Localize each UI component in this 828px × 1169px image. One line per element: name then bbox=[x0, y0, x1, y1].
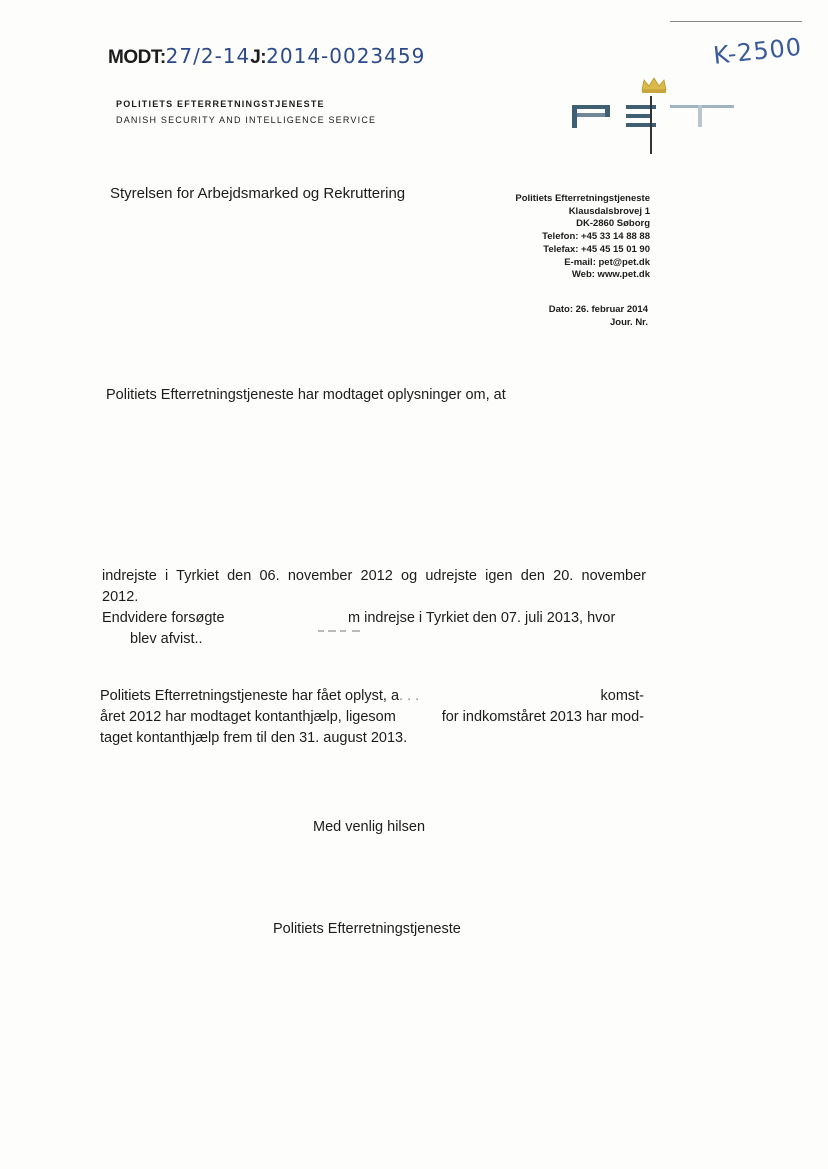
sender-address bbox=[515, 193, 650, 282]
stamp-prefix: MODT: bbox=[108, 47, 166, 68]
redaction-residue bbox=[228, 622, 374, 636]
sender-email: E-mail: pet@pet.dk bbox=[564, 256, 650, 268]
recipient: Styrelsen for Arbejdsmarked og Rekruttering bbox=[110, 185, 406, 202]
agency-name-danish: POLITIETS EFTERRETNINGSTJENESTE bbox=[116, 99, 325, 109]
benefits-paragraph bbox=[100, 686, 644, 749]
received-stamp bbox=[108, 44, 425, 69]
jour-line: Jour. Nr. bbox=[609, 316, 648, 328]
benefits-line-2b: for indkomståret 2013 har mod- bbox=[441, 709, 644, 725]
sender-web: Web: www.pet.dk bbox=[571, 269, 650, 281]
stamp-date: 27/2-14 bbox=[165, 44, 251, 68]
travel-line-1: indrejste i Tyrkiet den 06. november 2012 og udrejste igen den 20. november bbox=[102, 568, 646, 584]
travel-paragraph bbox=[102, 566, 646, 650]
benefits-tail: komst- bbox=[600, 688, 644, 704]
sender-name: Politiets Efterretningstjeneste bbox=[515, 193, 650, 204]
intro-paragraph: Politiets Efterretningstjeneste har modtaget oplysninger om, at bbox=[106, 387, 506, 403]
benefits-line-1 bbox=[100, 686, 644, 707]
sender-street: Klausdalsbrovej 1 bbox=[568, 205, 650, 217]
travel-line-2: 2012. bbox=[102, 589, 139, 605]
benefits-line-3: taget kontanthjælp frem til den 31. august 2013. bbox=[100, 730, 408, 746]
attempt-end: m indrejse i Tyrkiet den 07. juli 2013, hvor bbox=[348, 610, 616, 626]
agency-name-english: DANISH SECURITY AND INTELLIGENCE SERVICE bbox=[116, 115, 377, 125]
handwritten-ref-code: K-2500 bbox=[712, 32, 804, 70]
date-line: Dato: 26. februar 2014 bbox=[548, 304, 648, 315]
pet-logo bbox=[570, 76, 740, 156]
rejected-line: blev afvist.. bbox=[130, 631, 203, 647]
top-divider bbox=[670, 21, 802, 22]
crown-icon bbox=[642, 78, 666, 93]
closing: Med venlig hilsen bbox=[313, 819, 426, 835]
signoff: Politiets Efterretningstjeneste bbox=[273, 921, 461, 937]
sender-phone: Telefon: +45 33 14 88 88 bbox=[542, 231, 650, 243]
benefits-start: Politiets Efterretningstjeneste har fået oplyst, a bbox=[100, 688, 400, 704]
redaction-dots: . . . bbox=[399, 688, 420, 704]
agency-name bbox=[116, 96, 376, 128]
sender-fax: Telefax: +45 45 15 01 90 bbox=[543, 243, 650, 255]
attempt-start: Endvidere forsøgte bbox=[102, 610, 225, 626]
attempt-line bbox=[102, 608, 646, 629]
stamp-j: J: bbox=[250, 47, 267, 68]
benefits-line-2 bbox=[100, 707, 644, 728]
stamp-number: 2014-0023459 bbox=[266, 44, 426, 68]
logo-text: PET bbox=[720, 153, 722, 154]
sender-city: DK-2860 Søborg bbox=[576, 218, 650, 230]
benefits-line-2a: året 2012 har modtaget kontanthjælp, ligesom bbox=[100, 709, 396, 725]
logo-letters bbox=[572, 96, 734, 154]
date-block bbox=[549, 304, 648, 329]
